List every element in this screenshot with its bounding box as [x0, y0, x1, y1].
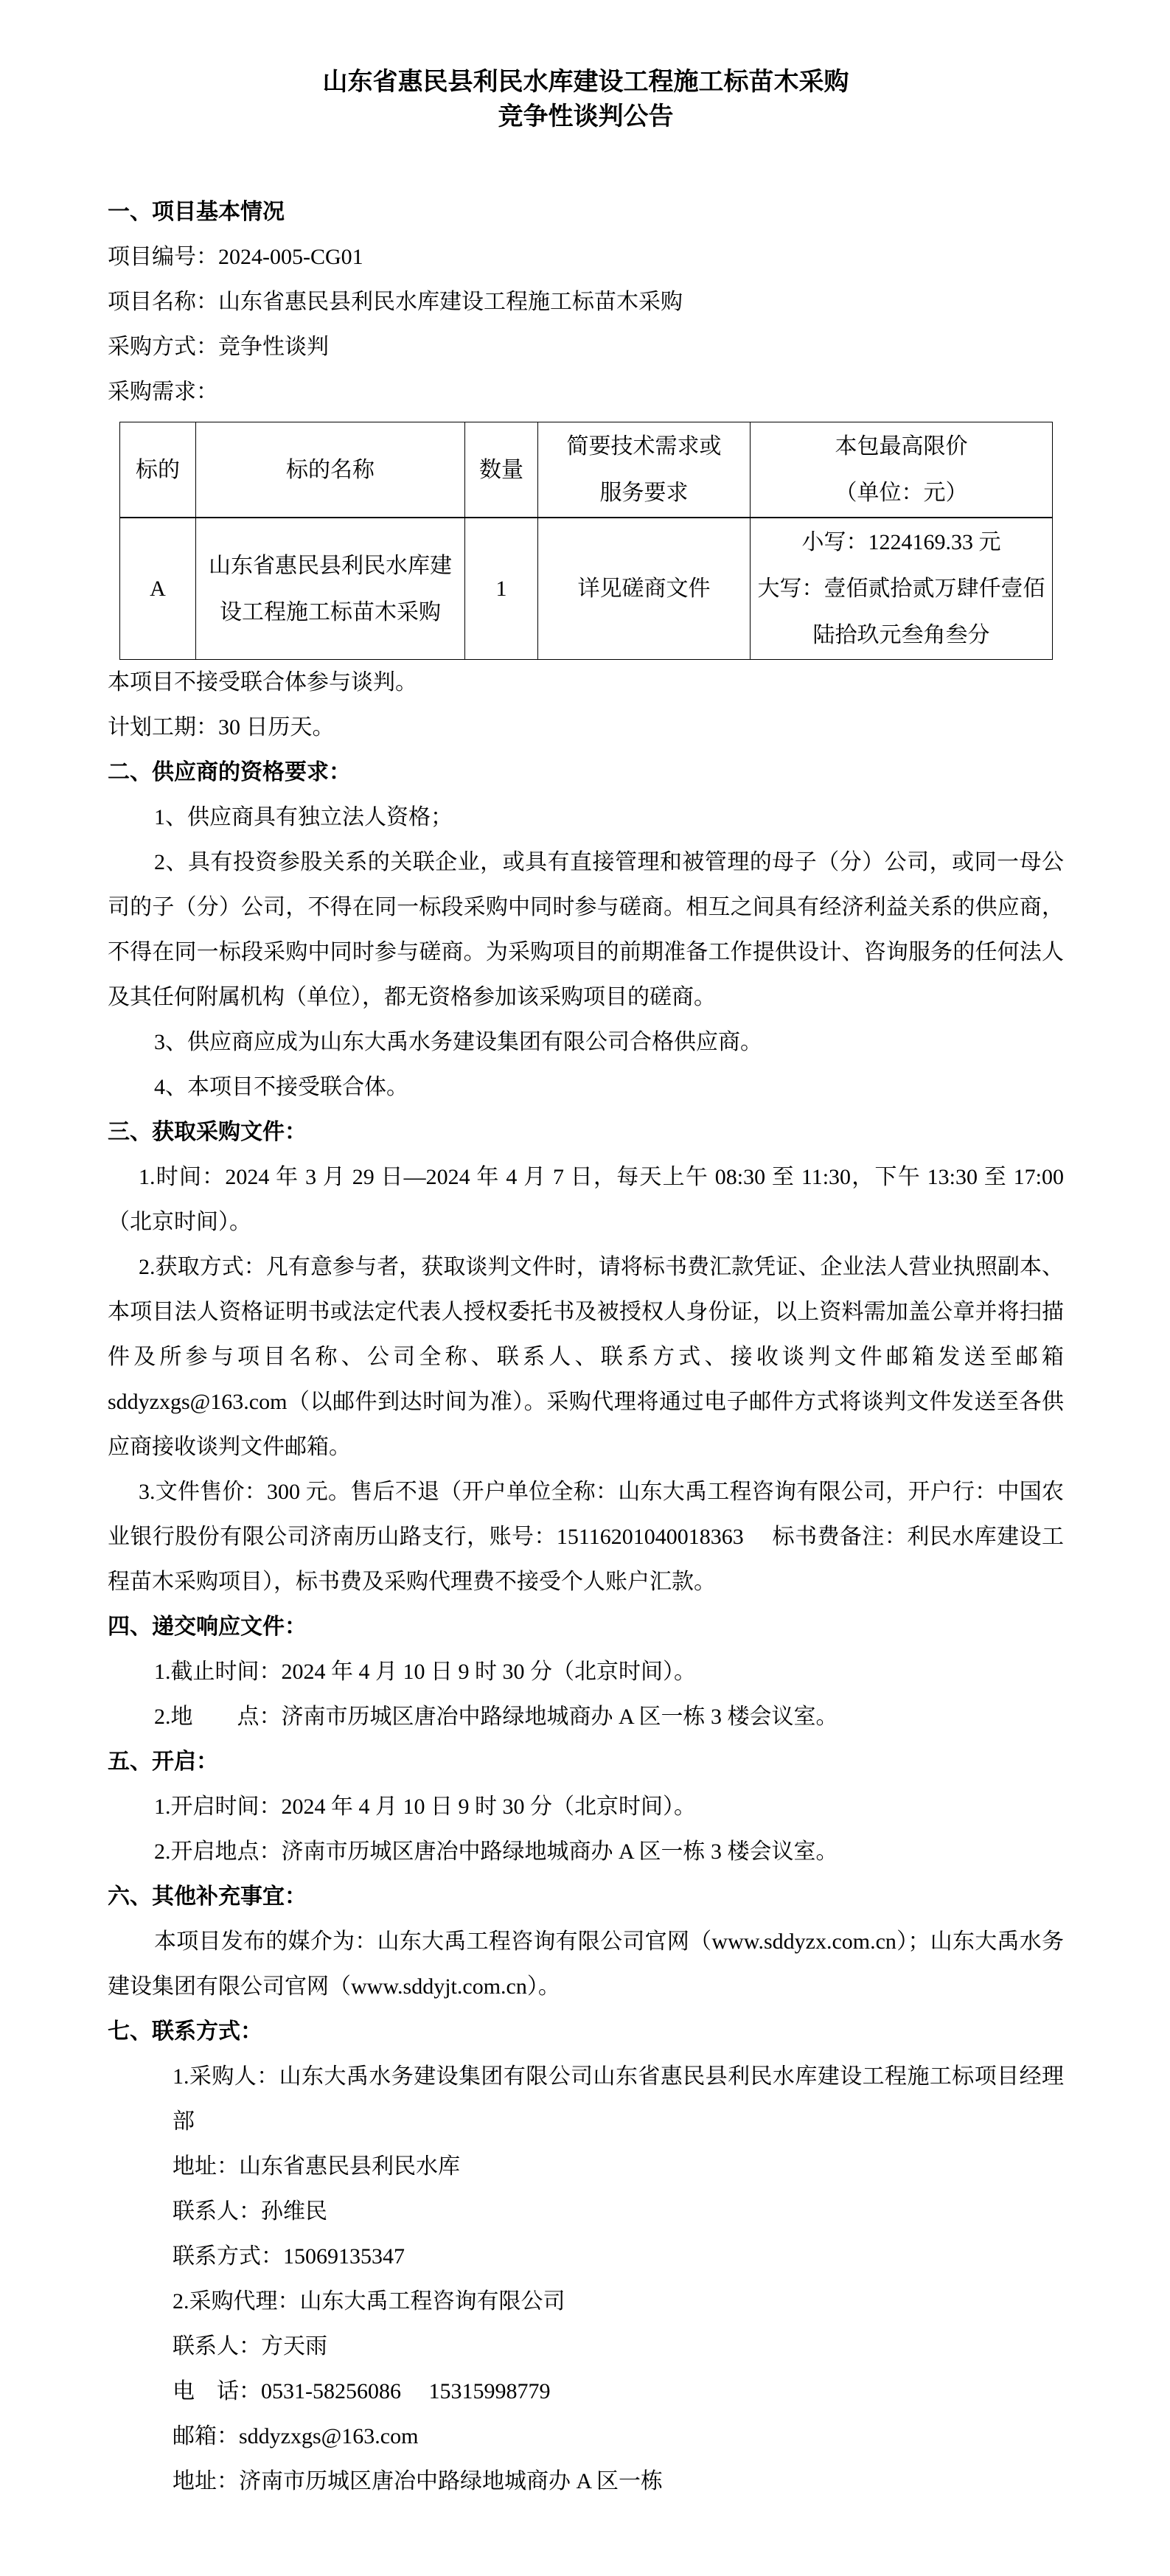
price-small-writing: 小写：1224169.33 元 — [801, 530, 1001, 554]
agent-address: 地址：济南市历城区唐冶中路绿地城商办 A 区一栋 — [173, 2469, 664, 2493]
procurement-method: 采购方式：竞争性谈判 — [108, 335, 329, 359]
cell-name: 山东省惠民县利民水库建设工程施工标苗木采购 — [196, 518, 465, 660]
agent-contact: 联系人：方天雨 — [173, 2334, 327, 2359]
section3-heading: 三、获取采购文件： — [108, 1120, 307, 1144]
section1-heading: 一、项目基本情况 — [108, 200, 285, 224]
table-header-bid: 标的 — [120, 422, 196, 518]
procurement-table — [119, 422, 1053, 660]
planned-duration: 计划工期：30 日历天。 — [108, 715, 335, 739]
opening-place: 2.开启地点：济南市历城区唐冶中路绿地城商办 A 区一栋 3 楼会议室。 — [154, 1839, 838, 1864]
cell-bid: A — [120, 518, 196, 660]
purchaser-name: 1.采购人：山东大禹水务建设集团有限公司山东省惠民县利民水库建设工程施工标项目经理部 — [173, 2064, 1064, 2134]
table-header-tech-line2: 服务要求 — [599, 481, 689, 505]
cell-tech: 详见磋商文件 — [538, 518, 751, 660]
document-method: 2.获取方式：凡有意参与者，获取谈判文件时，请将标书费汇款凭证、企业法人营业执照副本、本项目法人资格证明书或法定代表人授权委托书及被授权人身份证，以上资料需加盖公章并将扫描件及所参与项目名称、公司全称、联系人、联系方式、接收谈判文件邮箱发送至邮箱 sddyzxgs@163.com（以邮件到达时间为准）。采购代理将通过电子邮件方式将谈判文件发送至各供应商接收谈判文件邮箱。 — [108, 1255, 1064, 1459]
doc-title — [108, 0, 1064, 134]
agent-email: 邮箱：sddyzxgs@163.com — [173, 2424, 419, 2448]
supplier-requirement-4: 4、本项目不接受联合体。 — [154, 1075, 408, 1099]
table-header-name: 标的名称 — [196, 422, 465, 518]
supplier-requirement-1: 1、供应商具有独立法人资格； — [154, 805, 453, 829]
cell-qty: 1 — [465, 518, 538, 660]
submission-deadline: 1.截止时间：2024 年 4 月 10 日 9 时 30 分（北京时间）。 — [154, 1660, 696, 1684]
table-header-row — [120, 422, 1053, 518]
price-capital-writing: 大写：壹佰贰拾贰万肆仟壹佰陆拾玖元叁角叁分 — [757, 577, 1045, 647]
agent-name: 2.采购代理：山东大禹工程咨询有限公司 — [173, 2289, 565, 2314]
table-header-qty: 数量 — [465, 422, 538, 518]
project-name: 项目名称：山东省惠民县利民水库建设工程施工标苗木采购 — [108, 290, 683, 314]
document-time: 1.时间：2024 年 3 月 29 日—2024 年 4 月 7 日，每天上午 08:30 至 11:30，下午 13:30 至 17:00（北京时间）。 — [108, 1165, 1064, 1234]
purchaser-address: 地址：山东省惠民县利民水库 — [173, 2154, 460, 2179]
section2-heading: 二、供应商的资格要求： — [108, 760, 351, 784]
table-row — [120, 518, 1053, 660]
project-number: 项目编号：2024-005-CG01 — [108, 245, 363, 269]
no-consortium-note: 本项目不接受联合体参与谈判。 — [108, 670, 417, 695]
table-header-tech — [538, 422, 751, 518]
cell-price — [751, 518, 1053, 660]
doc-title-line2: 竞争性谈判公告 — [498, 103, 674, 130]
agent-phone: 电 话：0531-58256086 15315998779 — [173, 2379, 551, 2403]
publication-media: 本项目发布的媒介为：山东大禹工程咨询有限公司官网（www.sddyzx.com.cn）；山东大禹水务建设集团有限公司官网（www.sddyjt.com.cn）。 — [108, 1929, 1064, 1999]
table-header-price-line2: （单位：元） — [835, 481, 968, 505]
purchaser-contact: 联系人：孙维民 — [173, 2199, 327, 2224]
section6-heading: 六、其他补充事宜： — [108, 1884, 307, 1909]
table-header-price — [751, 422, 1053, 518]
document-price: 3.文件售价：300 元。售后不退（开户单位全称：山东大禹工程咨询有限公司，开户行：中国农业银行股份有限公司济南历山路支行，账号：15116201040018363 标书费备注：利民水库建设工程苗木采购项目），标书费及采购代理费不接受个人账户汇款。 — [108, 1480, 1064, 1594]
section7-heading: 七、联系方式： — [108, 2019, 262, 2044]
table-header-price-line1: 本包最高限价 — [835, 434, 968, 459]
table-header-tech-line1: 简要技术需求或 — [566, 434, 722, 459]
doc-title-line1: 山东省惠民县利民水库建设工程施工标苗木采购 — [322, 69, 849, 96]
purchaser-phone: 联系方式：15069135347 — [173, 2244, 405, 2269]
procurement-demand-label: 采购需求： — [108, 380, 218, 404]
opening-time: 1.开启时间：2024 年 4 月 10 日 9 时 30 分（北京时间）。 — [154, 1795, 696, 1819]
section4-heading: 四、递交响应文件： — [108, 1615, 307, 1639]
supplier-requirement-2: 2、具有投资参股关系的关联企业，或具有直接管理和被管理的母子（分）公司，或同一母公司的子（分）公司，不得在同一标段采购中同时参与磋商。相互之间具有经济利益关系的供应商，不得在同一标段采购中同时参与磋商。为采购项目的前期准备工作提供设计、咨询服务的任何法人及其任何附属机构（单位），都无资格参加该采购项目的磋商。 — [108, 850, 1064, 1009]
section5-heading: 五、开启： — [108, 1750, 218, 1774]
submission-place: 2.地 点：济南市历城区唐冶中路绿地城商办 A 区一栋 3 楼会议室。 — [154, 1705, 838, 1729]
supplier-requirement-3: 3、供应商应成为山东大禹水务建设集团有限公司合格供应商。 — [154, 1030, 762, 1054]
